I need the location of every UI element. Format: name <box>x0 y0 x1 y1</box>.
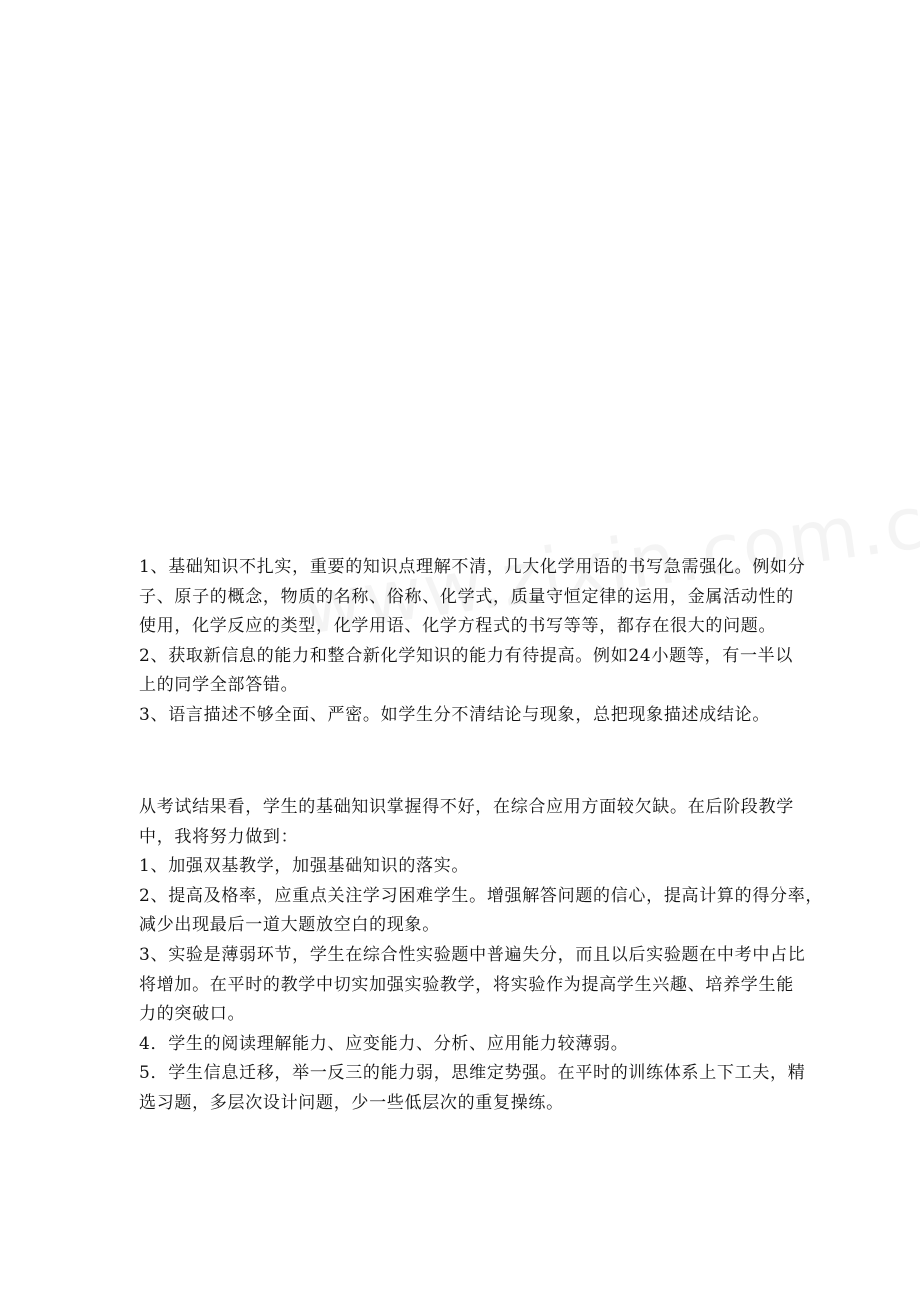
text-line: 3、实验是薄弱环节，学生在综合性实验题中普遍失分，而且以后实验题在中考中占比 <box>139 944 806 965</box>
problems-section <box>139 553 839 731</box>
text-line: 3、语言描述不够全面、严密。如学生分不清结论与现象，总把现象描述成结论。 <box>139 704 771 725</box>
text-line: 1、加强双基教学，加强基础知识的落实。 <box>139 856 470 877</box>
text-line: 子、原子的概念，物质的名称、俗称、化学式，质量守恒定律的运用，金属活动性的 <box>139 586 794 607</box>
improvement-section <box>139 793 839 1119</box>
text-line: 1、基础知识不扎实，重要的知识点理解不清，几大化学用语的书写急需强化。例如分 <box>139 557 806 577</box>
text-line: 将增加。在平时的教学中切实加强实验教学，将实验作为提高学生兴趣、培养学生能 <box>139 974 794 995</box>
text-line: 力的突破口。 <box>139 1004 246 1025</box>
text-line: 2、获取新信息的能力和整合新化学知识的能力有待提高。例如24小题等，有一半以 <box>139 645 794 666</box>
text-line: 使用，化学反应的类型，化学用语、化学方程式的书写等等，都存在很大的问题。 <box>139 616 777 637</box>
text-line: 5．学生信息迁移，举一反三的能力弱，思维定势强。在平时的训练体系上下工夫，精 <box>139 1063 806 1084</box>
text-line: 中，我将努力做到： <box>139 826 299 847</box>
text-line: 从考试结果看，学生的基础知识掌握得不好，在综合应用方面较欠缺。在后阶段教学 <box>139 797 794 817</box>
text-line: 减少出现最后一道大题放空白的现象。 <box>139 915 440 936</box>
text-line: 4．学生的阅读理解能力、应变能力、分析、应用能力较薄弱。 <box>139 1033 629 1054</box>
text-line: 选习题，多层次设计问题，少一些低层次的重复操练。 <box>139 1092 564 1113</box>
text-line: 上的同学全部答错。 <box>139 675 299 696</box>
text-line: 2、提高及格率，应重点关注学习困难学生。增强解答问题的信心，提高计算的得分率， <box>139 885 824 906</box>
